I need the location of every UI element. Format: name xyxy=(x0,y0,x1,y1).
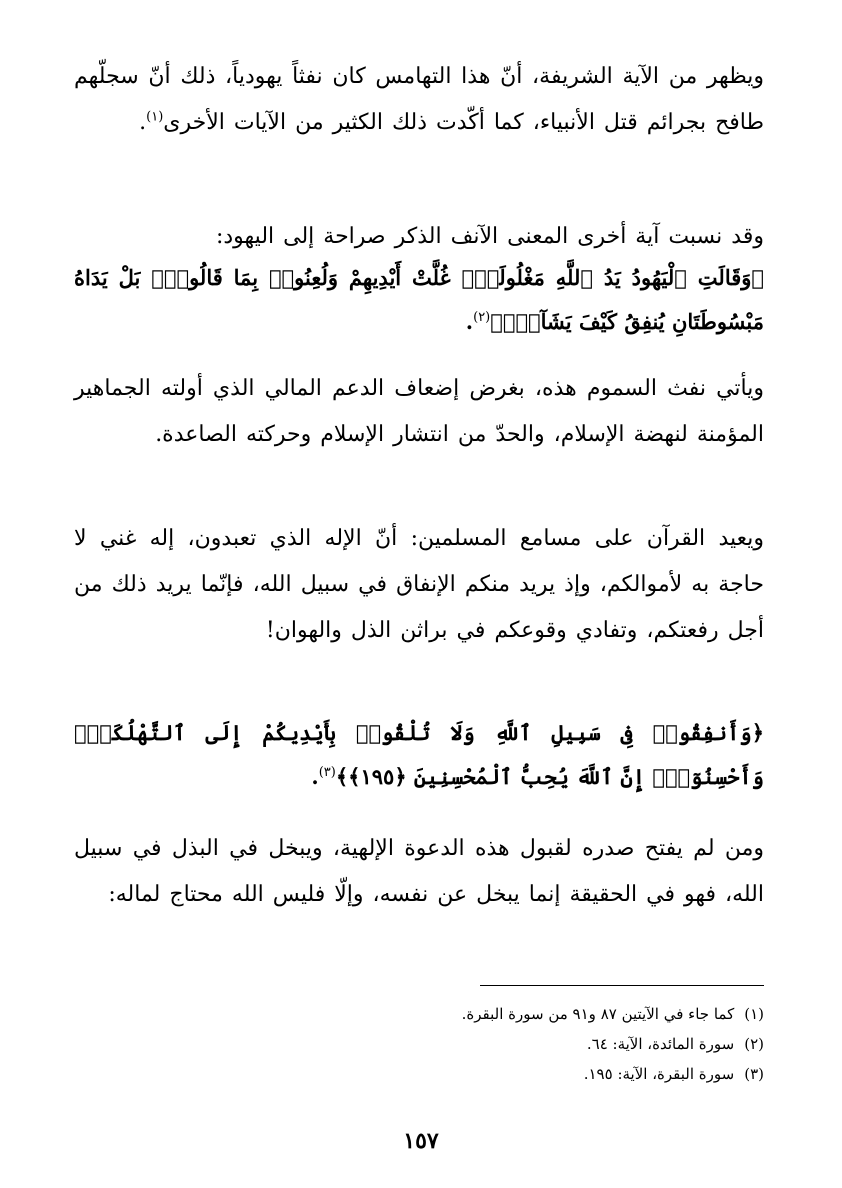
quran-verse-2-text: ﴿وَأَنفِقُوا۟ فِى سَبِيلِ ٱللَّهِ وَلَا تُلْقُوا۟ بِأَيْدِيكُمْ إِلَى ٱلتَّهْلُكَةِۛ وَأَحْسِنُوٓا۟ۛ إِنَّ ٱللَّهَ يُحِبُّ ٱلْمُحْسِنِينَ ﴿١٩٥﴾﴾ xyxy=(74,720,764,789)
paragraph-2-text: وقد نسبت آية أخرى المعنى الآنف الذكر صراحة إلى اليهود: xyxy=(215,224,764,249)
quran-verse-1 xyxy=(74,256,764,344)
footnote-3 xyxy=(200,1064,764,1084)
footnote-ref-1[interactable]: (١) xyxy=(146,109,164,125)
footnote-2-number: (٢) xyxy=(744,1035,764,1053)
quran-verse-1-text: ﴿وَقَالَتِ ٱلْيَهُودُ يَدُ ٱللَّهِ مَغْلُولَةٌۚ غُلَّتْ أَيْدِيهِمْ وَلُعِنُوا۟ بِمَا قَالُوا۟ۘ بَلْ يَدَاهُ مَبْسُوطَتَانِ يُنفِقُ كَيْفَ يَشَآءُۚ﴾ xyxy=(74,265,764,334)
paragraph-4-text: ويعيد القرآن على مسامع المسلمين: أنّ الإله الذي تعبدون، إله غني لا حاجة به لأموالكم، وإذ يريد منكم الإنفاق في سبيل الله، فإنّما يريد ذلك من أجل رفعتكم، وتفادي وقوعكم في براثن الذل والهوان! xyxy=(74,526,764,643)
footnote-3-text: سورة البقرة، الآية: ١٩٥. xyxy=(583,1065,735,1083)
paragraph-4 xyxy=(74,516,764,654)
paragraph-1 xyxy=(74,54,764,146)
footnote-1-number: (١) xyxy=(744,1005,764,1023)
footnote-2 xyxy=(200,1034,764,1054)
footnote-3-number: (٣) xyxy=(744,1065,764,1083)
quran-verse-2-end: . xyxy=(311,764,319,789)
paragraph-2 xyxy=(74,214,764,260)
paragraph-1-end: . xyxy=(139,110,147,135)
footnote-divider xyxy=(480,985,764,986)
footnote-ref-2[interactable]: (٢) xyxy=(473,310,491,325)
paragraph-1-text: ويظهر من الآية الشريفة، أنّ هذا التهامس كان نفثاً يهودياً، ذلك أنّ سجلّهم طافح بجرائم قتل الأنبياء، كما أكّدت ذلك الكثير من الآيات الأخرى xyxy=(74,64,764,135)
paragraph-3-text: ويأتي نفث السموم هذه، بغرض إضعاف الدعم المالي الذي أولته الجماهير المؤمنة لنهضة الإسلام، والحدّ من انتشار الإسلام وحركته الصاعدة. xyxy=(74,376,764,447)
footnote-1 xyxy=(200,1004,764,1024)
paragraph-5 xyxy=(74,826,764,918)
footnote-1-text: كما جاء في الآيتين ٨٧ و٩١ من سورة البقرة. xyxy=(461,1005,735,1023)
quran-verse-1-end: . xyxy=(465,309,474,334)
paragraph-3 xyxy=(74,366,764,458)
footnote-2-text: سورة المائدة، الآية: ٦٤. xyxy=(586,1035,735,1053)
paragraph-5-text: ومن لم يفتح صدره لقبول هذه الدعوة الإلهية، ويبخل في البذل في سبيل الله، فهو في الحقيقة إنما يبخل عن نفسه، وإلّا فليس الله محتاج لماله: xyxy=(74,836,764,907)
quran-verse-2 xyxy=(74,711,764,799)
footnote-ref-3[interactable]: (٣) xyxy=(318,765,336,780)
page-number: ١٥٧ xyxy=(403,1128,439,1154)
